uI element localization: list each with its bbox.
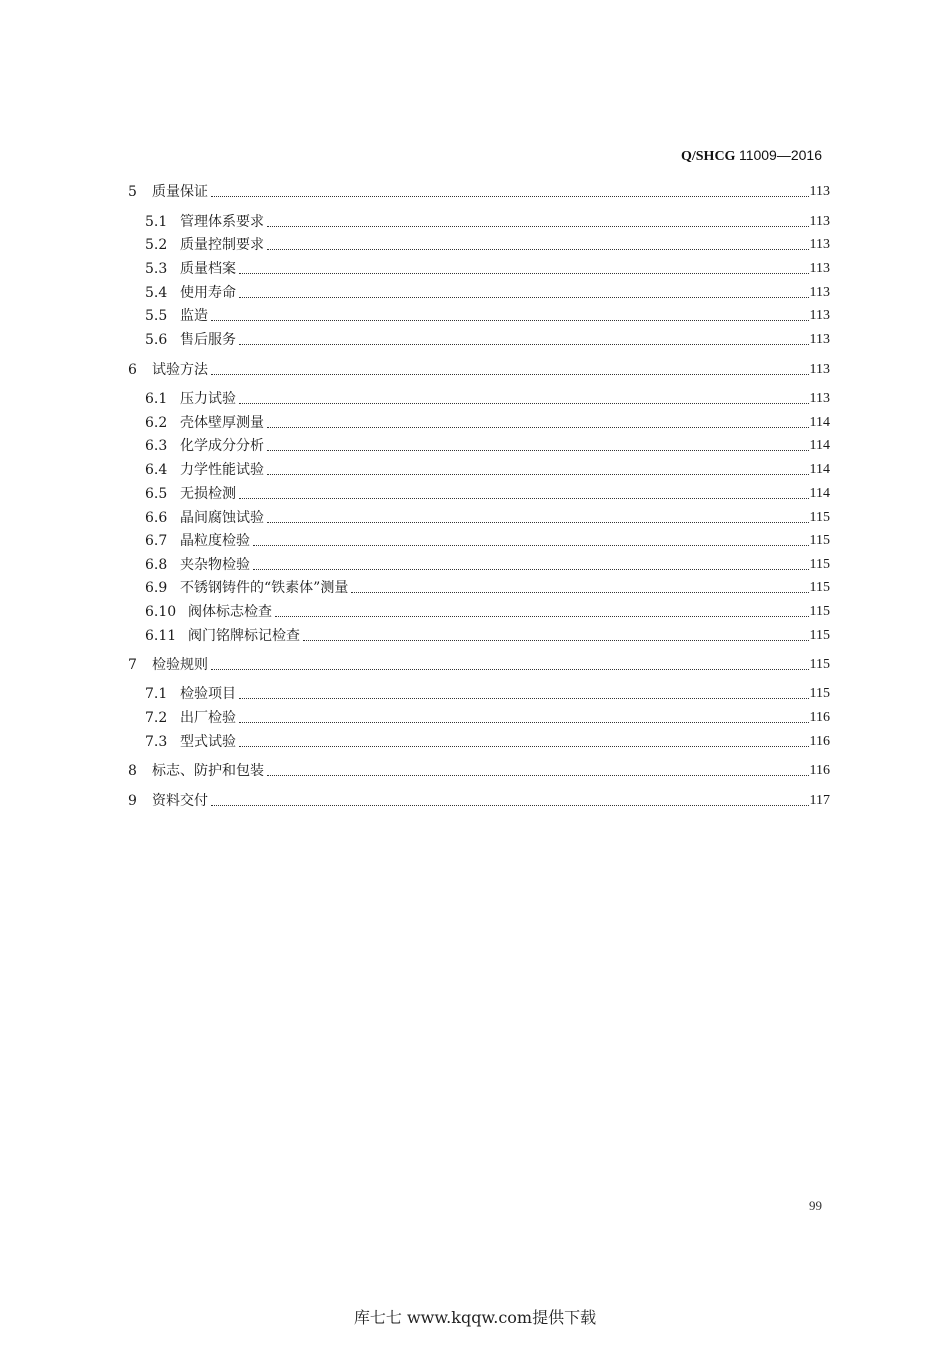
toc-entry-number: 5.3 — [145, 261, 168, 277]
toc-entry-page: 115 — [809, 580, 830, 595]
toc-dot-leader — [239, 344, 809, 345]
toc-entry[interactable] — [145, 460, 830, 480]
toc-entry-title: 不锈钢铸件的“铁素体”测量 — [180, 580, 349, 596]
toc-entry[interactable] — [145, 531, 830, 551]
toc-entry[interactable] — [145, 212, 830, 232]
toc-entry-page: 115 — [809, 604, 830, 619]
toc-dot-leader — [239, 722, 809, 723]
toc-entry-title: 检验项目 — [180, 686, 236, 702]
toc-dot-leader — [239, 498, 809, 499]
toc-entry[interactable] — [145, 259, 830, 279]
toc-entry-title: 质量档案 — [180, 261, 236, 277]
toc-entry[interactable] — [145, 306, 830, 326]
toc-entry-page: 114 — [809, 415, 830, 430]
toc-entry-title: 晶粒度检验 — [180, 533, 250, 549]
toc-entry-page: 114 — [809, 462, 830, 477]
toc-entry-number: 5.5 — [145, 308, 168, 324]
toc-dot-leader — [253, 545, 809, 546]
toc-entry-page: 116 — [809, 710, 830, 725]
toc-entry[interactable] — [145, 578, 830, 598]
toc-entry-title: 型式试验 — [180, 734, 236, 750]
toc-dot-leader — [211, 669, 809, 670]
toc-entry-title: 质量保证 — [152, 184, 208, 200]
toc-entry[interactable] — [128, 360, 830, 380]
page-number: 99 — [809, 1198, 822, 1213]
toc-entry-page: 116 — [809, 734, 830, 749]
toc-entry-page: 113 — [809, 261, 830, 276]
toc-entry-title: 无损检测 — [180, 486, 236, 502]
toc-entry-title: 试验方法 — [152, 362, 208, 378]
toc-entry-title: 力学性能试验 — [180, 462, 264, 478]
toc-entry-number: 6.10 — [145, 604, 177, 620]
toc-entry-number: 5.6 — [145, 332, 168, 348]
toc-entry-number: 9 — [128, 793, 137, 809]
toc-dot-leader — [211, 320, 809, 321]
toc-entry-number: 6.4 — [145, 462, 168, 478]
toc-entry-page: 113 — [809, 391, 830, 406]
toc-entry-number: 6.2 — [145, 415, 168, 431]
toc-entry-page: 113 — [809, 308, 830, 323]
toc-entry-page: 115 — [809, 510, 830, 525]
toc-entry[interactable] — [145, 235, 830, 255]
toc-entry-title: 检验规则 — [152, 657, 208, 673]
toc-dot-leader — [351, 592, 808, 593]
toc-entry-number: 6.9 — [145, 580, 168, 596]
toc-entry-number: 7.3 — [145, 734, 168, 750]
toc-entry-page: 114 — [809, 486, 830, 501]
toc-entry-title: 出厂检验 — [180, 710, 236, 726]
toc-entry-number: 6.11 — [145, 628, 177, 644]
toc-entry-number: 6.8 — [145, 557, 168, 573]
toc-entry-title: 质量控制要求 — [180, 237, 264, 253]
toc-entry[interactable] — [128, 761, 830, 781]
toc-dot-leader — [267, 775, 809, 776]
toc-entry-number: 8 — [128, 763, 137, 779]
toc-entry-number: 7.2 — [145, 710, 168, 726]
toc-entry-number: 6.1 — [145, 391, 168, 407]
toc-entry-title: 夹杂物检验 — [180, 557, 250, 573]
toc-entry-page: 115 — [809, 533, 830, 548]
toc-entry-title: 化学成分分析 — [180, 438, 264, 454]
toc-dot-leader — [267, 450, 809, 451]
toc-entry-number: 5 — [128, 184, 137, 200]
toc-entry-title: 阀门铭牌标记检查 — [188, 628, 300, 644]
toc-dot-leader — [267, 249, 809, 250]
toc-entry-title: 标志、防护和包装 — [152, 763, 264, 779]
toc-entry-page: 115 — [809, 557, 830, 572]
toc-entry-page: 115 — [809, 657, 830, 672]
toc-dot-leader — [239, 746, 809, 747]
toc-entry-page: 116 — [809, 763, 830, 778]
toc-entry[interactable] — [145, 684, 830, 704]
toc-entry-number: 5.1 — [145, 214, 168, 230]
toc-dot-leader — [239, 403, 809, 404]
toc-entry-page: 113 — [809, 332, 830, 347]
footer-watermark-text: 库七七 www.kqqw.com提供下载 — [353, 1308, 597, 1327]
toc-entry[interactable] — [145, 555, 830, 575]
toc-entry[interactable] — [145, 602, 830, 622]
toc-entry[interactable] — [145, 484, 830, 504]
toc-entry[interactable] — [145, 389, 830, 409]
toc-dot-leader — [211, 374, 809, 375]
document-code-prefix: Q/SHCG — [680, 149, 736, 164]
toc-entry-number: 6.6 — [145, 510, 168, 526]
toc-entry-title: 监造 — [180, 308, 208, 324]
toc-entry-title: 压力试验 — [180, 391, 236, 407]
toc-dot-leader — [239, 297, 809, 298]
toc-dot-leader — [303, 640, 809, 641]
toc-entry-title: 晶间腐蚀试验 — [180, 510, 264, 526]
toc-entry-page: 113 — [809, 362, 830, 377]
toc-entry-number: 5.4 — [145, 285, 168, 301]
toc-entry[interactable] — [145, 732, 830, 752]
toc-entry-page: 113 — [809, 237, 830, 252]
toc-entry-page: 114 — [809, 438, 830, 453]
toc-entry-title: 阀体标志检查 — [188, 604, 272, 620]
toc-entry[interactable] — [145, 413, 830, 433]
toc-entry[interactable] — [145, 330, 830, 350]
toc-dot-leader — [267, 427, 809, 428]
toc-dot-leader — [239, 273, 809, 274]
toc-dot-leader — [275, 616, 809, 617]
toc-entry-page: 113 — [809, 285, 830, 300]
toc-entry[interactable] — [128, 655, 830, 675]
toc-entry[interactable] — [128, 791, 830, 811]
toc-entry-number: 6.5 — [145, 486, 168, 502]
toc-entry-title: 资料交付 — [152, 793, 208, 809]
toc-entry-title: 售后服务 — [180, 332, 236, 348]
toc-dot-leader — [253, 569, 809, 570]
document-code-number: 11009—2016 — [738, 147, 822, 163]
toc-dot-leader — [267, 226, 809, 227]
toc-entry[interactable] — [145, 626, 830, 646]
toc-dot-leader — [267, 522, 809, 523]
toc-entry-page: 113 — [809, 214, 830, 229]
toc-dot-leader — [239, 698, 809, 699]
toc-dot-leader — [211, 805, 809, 806]
toc-entry-number: 5.2 — [145, 237, 168, 253]
toc-entry-number: 6 — [128, 362, 137, 378]
toc-entry[interactable] — [128, 182, 830, 202]
toc-entry-title: 使用寿命 — [180, 285, 236, 301]
toc-entry-title: 管理体系要求 — [180, 214, 264, 230]
toc-entry-title: 壳体壁厚测量 — [180, 415, 264, 431]
toc-dot-leader — [211, 196, 809, 197]
toc-entry-number: 6.7 — [145, 533, 168, 549]
toc-entry-page: 117 — [809, 793, 830, 808]
toc-entry[interactable] — [145, 508, 830, 528]
toc-entry-page: 115 — [809, 686, 830, 701]
toc-entry-number: 7.1 — [145, 686, 168, 702]
toc-entry-page: 115 — [809, 628, 830, 643]
toc-entry-page: 113 — [809, 184, 830, 199]
toc-entry[interactable] — [145, 283, 830, 303]
toc-entry[interactable] — [145, 708, 830, 728]
toc-dot-leader — [267, 474, 809, 475]
toc-entry[interactable] — [145, 436, 830, 456]
toc-entry-number: 6.3 — [145, 438, 168, 454]
toc-entry-number: 7 — [128, 657, 137, 673]
